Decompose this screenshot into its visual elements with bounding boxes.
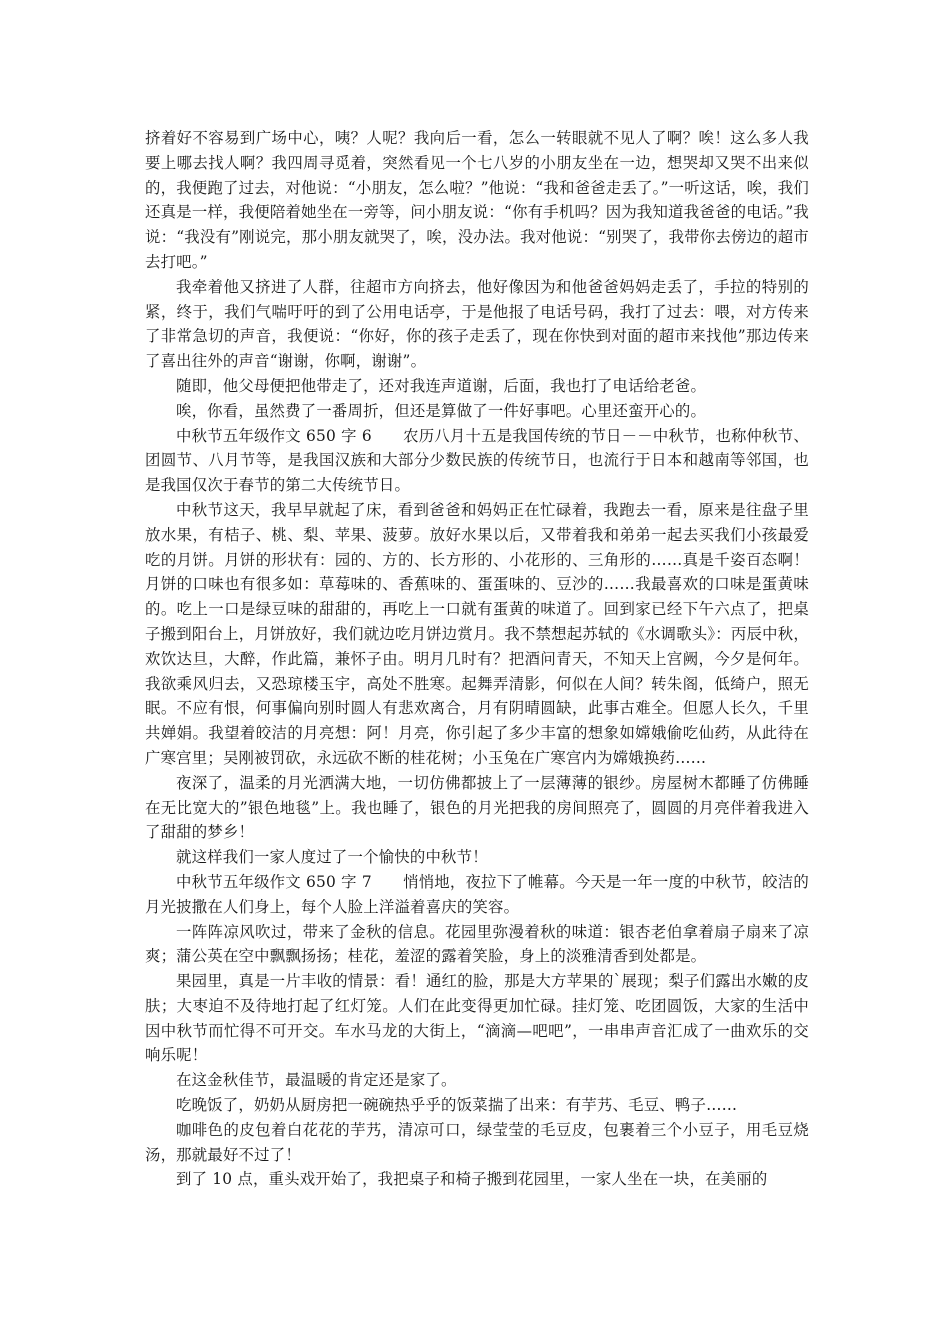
paragraph: 中秋节这天，我早早就起了床，看到爸爸和妈妈正在忙碌着，我跑去一看，原来是往盘子里放水果，有桔子、桃、梨、苹果、菠萝。放好水果以后，又带着我和弟弟一起去买我们小孩最爱吃的月饼。月饼的形状有：园的、方的、长方形的、小花形的、三角形的……真是千姿百态啊！月饼的口味也有很多如：草莓味的、香蕉味的、蛋蛋味的、豆沙的……我最喜欢的口味是蛋黄味的。吃上一口是绿豆味的甜甜的，再吃上一口就有蛋黄的味道了。回到家已经下午六点了，把桌子搬到阳台上，月饼放好，我们就边吃月饼边赏月。我不禁想起苏轼的《水调歌头》：丙辰中秋，欢饮达旦，大醉，作此篇，兼怀子由。明月几时有？把酒问青天，不知天上宫阙，今夕是何年。我欲乘风归去，又恐琼楼玉宇，高处不胜寒。起舞弄清影，何似在人间？转朱阁，低绮户，照无眠。不应有恨，何事偏向别时圆人有悲欢离合，月有阴晴圆缺，此事古难全。但愿人长久，千里共婵娟。我望着皎洁的月亮想：阿！月亮，你引起了多少丰富的想象如嫦娥偷吃仙药，从此待在广寒宫里；吴刚被罚砍，永远砍不断的桂花树；小玉兔在广寒宫内为嫦娥换药……: [145, 500, 809, 767]
paragraph: 吃晚饭了，奶奶从厨房把一碗碗热乎乎的饭菜揣了出来：有芋艿、毛豆、鸭子……: [176, 1096, 738, 1115]
paragraph: 一阵阵凉风吹过，带来了金秋的信息。花园里弥漫着秋的味道：银杏老伯拿着扇子扇来了凉爽；蒲公英在空中飘飘扬扬；桂花，羞涩的露着笑脸，身上的淡雅清香到处都是。: [145, 922, 809, 966]
paragraph: 中秋节五年级作文 650 字 7 悄悄地，夜拉下了帷幕。今天是一年一度的中秋节，皎洁的月光披撒在人们身上，每个人脸上洋溢着喜庆的笑容。: [145, 872, 809, 916]
document-body: [145, 126, 809, 1192]
paragraph: 随即，他父母便把他带走了，还对我连声道谢，后面，我也打了电话给老爸。: [176, 376, 707, 395]
paragraph: 挤着好不容易到广场中心，咦？人呢？我向后一看，怎么一转眼就不见人了啊？唉！这么多人我要上哪去找人啊？我四周寻觅着，突然看见一个七八岁的小朋友坐在一边，想哭却又哭不出来似的，我便跑了过去，对他说：“小朋友，怎么啦？”他说：“我和爸爸走丢了。”一听这话，唉，我们还真是一样，我便陪着她坐在一旁等，问小朋友说：“你有手机吗？因为我知道我爸爸的电话。”我说：“我没有”刚说完，那小朋友就哭了，唉，没办法。我对他说：“别哭了，我带你去傍边的超市去打吧。”: [145, 129, 809, 271]
paragraph: 唉，你看，虽然费了一番周折，但还是算做了一件好事吧。心里还蛮开心的。: [176, 401, 707, 420]
paragraph: 中秋节五年级作文 650 字 6 农历八月十五是我国传统的节日－－中秋节，也称仲秋节、团圆节、八月节等，是我国汉族和大部分少数民族的传统节日，也流行于日本和越南等邻国，也是我国仅次于春节的第二大传统节日。: [145, 426, 809, 495]
paragraph: 在这金秋佳节，最温暖的肯定还是家了。: [176, 1071, 457, 1090]
paragraph: 到了 10 点，重头戏开始了，我把桌子和椅子搬到花园里，一家人坐在一块，在美丽的: [176, 1170, 768, 1189]
paragraph: 咖啡色的皮包着白花花的芋艿，清凉可口，绿莹莹的毛豆皮，包裹着三个小豆子，用毛豆烧汤，那就最好不过了！: [145, 1120, 809, 1164]
paragraph: 果园里，真是一片丰收的情景：看！通红的脸，那是大方苹果的`展现；梨子们露出水嫩的皮肤；大枣迫不及待地打起了红灯笼。人们在此变得更加忙碌。挂灯笼、吃团圆饭，大家的生活中因中秋节而忙得不可开交。车水马龙的大街上，“滴滴—吧吧”，一串串声音汇成了一曲欢乐的交响乐呢！: [145, 972, 809, 1065]
paragraph: 夜深了，温柔的月光洒满大地，一切仿佛都披上了一层薄薄的银纱。房屋树木都睡了仿佛睡在无比宽大的”银色地毯”上。我也睡了，银色的月光把我的房间照亮了，圆圆的月亮伴着我进入了甜甜的梦乡！: [145, 773, 809, 842]
paragraph: 就这样我们一家人度过了一个愉快的中秋节！: [176, 848, 488, 867]
paragraph: 我牵着他又挤进了人群，往超市方向挤去，他好像因为和他爸爸妈妈走丢了，手拉的特别的紧，终于，我们气喘吁吁的到了公用电话亭，于是他报了电话号码，我打了过去：喂，对方传来了非常急切的声音，我便说：“你好，你的孩子走丢了，现在你快到对面的超市来找他”那边传来了喜出往外的声音“谢谢，你啊，谢谢”。: [145, 277, 809, 371]
